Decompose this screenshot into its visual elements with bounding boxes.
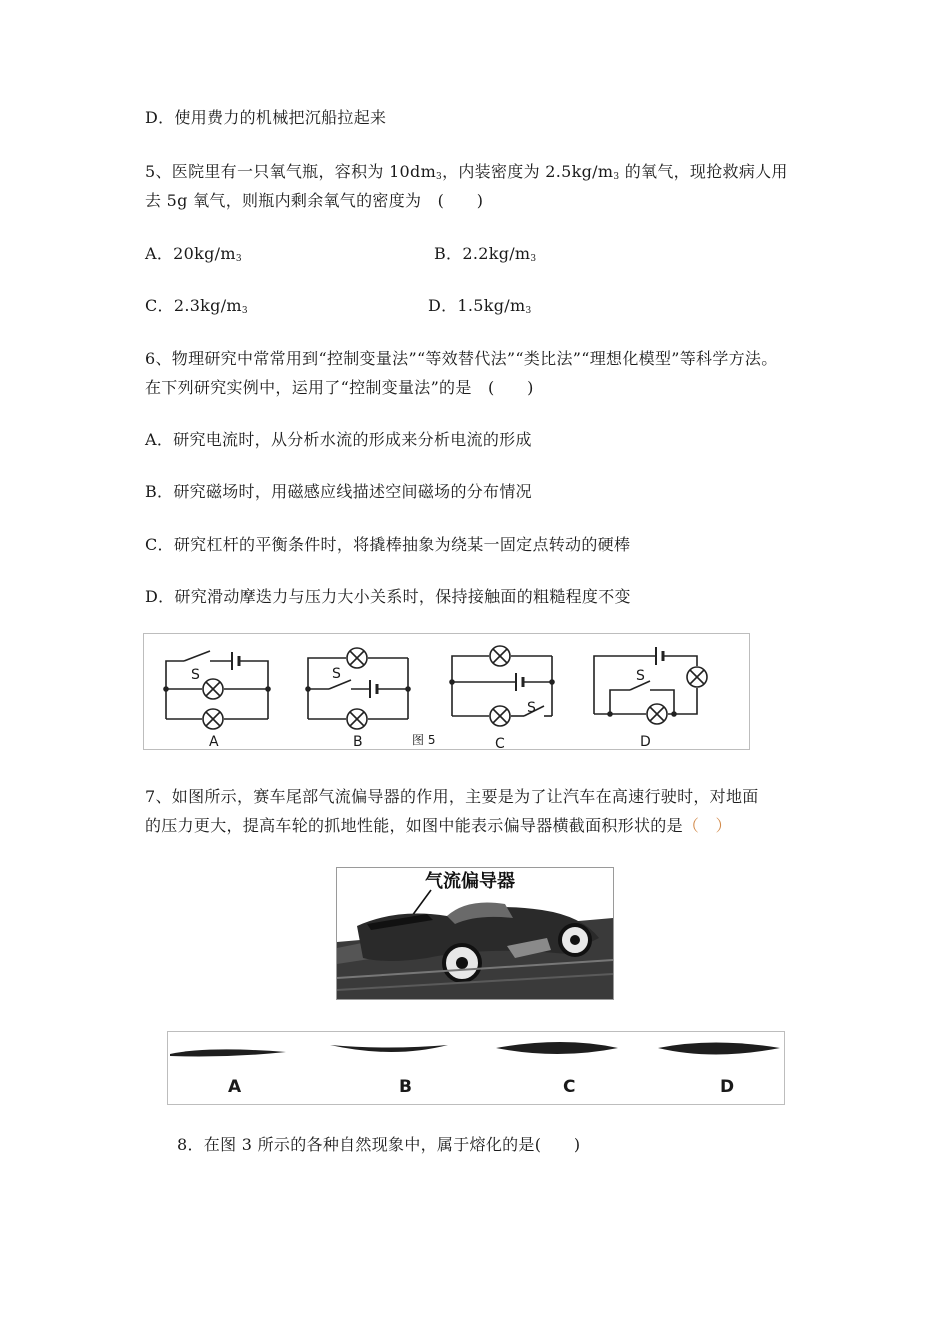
q5-stem-line2: 去 5g 氧气，则瓶内剩余氧气的密度为 ( ): [145, 191, 484, 210]
q7-stem-line1: 7、如图所示，赛车尾部气流偏导器的作用，主要是为了让汽车在高速行驶时，对地面: [145, 787, 759, 806]
q6-option-a: A．研究电流时，从分析水流的形成来分析电流的形成: [145, 430, 532, 449]
circuit-label-a: A: [209, 734, 219, 749]
q5-option-c-sub: 3: [241, 306, 248, 316]
q7-stem-line2: [145, 816, 732, 836]
shape-label-a: A: [228, 1077, 242, 1097]
q5-option-d-sub: 3: [525, 306, 532, 316]
q5-option-a-sub: 3: [235, 254, 242, 264]
q6-option-b: B．研究磁场时，用磁感应线描述空间磁场的分布情况: [145, 482, 532, 501]
q5-stem-pre: 5、医院里有一只氧气瓶，容积为 10dm: [145, 162, 437, 181]
q6-option-d: D．研究滑动摩迭力与压力大小关系时，保持接触面的粗糙程度不变: [145, 587, 631, 606]
race-car-figure: [336, 867, 614, 1000]
circuit-figure: [143, 633, 750, 750]
circuit-label-c: C: [495, 736, 505, 749]
shape-b: [330, 1045, 448, 1052]
q5-option-b: [434, 244, 536, 269]
circuit-label-b: B: [353, 734, 363, 749]
shape-label-b: B: [399, 1077, 412, 1097]
q7-stem-line2-text: 的压力更大，提高车轮的抓地性能，如图中能表示偏导器横截面积形状的是: [145, 816, 683, 835]
spoiler-cross-sections: [168, 1032, 784, 1104]
q5-stem-mid: ，内装密度为 2.5kg/m: [442, 162, 614, 181]
shape-d: [658, 1043, 780, 1055]
figure-caption: 图 5: [412, 733, 436, 747]
q7-answer-paren: （ ）: [682, 816, 732, 835]
circuit-diagrams: [144, 634, 749, 749]
q5-option-c: [145, 296, 248, 321]
q5-option-b-text: B．2.2kg/m: [434, 244, 531, 263]
q5-sub-1: 3: [436, 172, 443, 182]
switch-label-c: S: [527, 700, 536, 716]
q4-option-d: D．使用费力的机械把沉船拉起来: [145, 108, 387, 127]
q5-option-d-text: D．1.5kg/m: [428, 296, 526, 315]
shape-label-d: D: [720, 1077, 735, 1097]
shape-label-c: C: [563, 1077, 576, 1097]
switch-label-a: S: [191, 667, 200, 683]
circuit-a: [164, 651, 270, 729]
circuit-c: [450, 646, 554, 726]
q5-sub-2: 3: [613, 172, 620, 182]
q5-option-c-text: C．2.3kg/m: [145, 296, 242, 315]
q6-option-c: C．研究杠杆的平衡条件时，将撬棒抽象为绕某一固定点转动的硬棒: [145, 535, 631, 554]
spoiler-label: 气流偏导器: [425, 871, 515, 892]
race-car-illustration: [337, 868, 613, 999]
q6-stem-line1: 6、物理研究中常常用到“控制变量法”“等效替代法”“类比法”“理想化模型”等科学方法。: [145, 349, 778, 368]
q5-stem-post: 的氧气，现抢救病人用: [619, 162, 788, 181]
q5-option-a: [145, 244, 242, 269]
shape-c: [496, 1042, 618, 1054]
switch-label-b: S: [332, 666, 341, 682]
circuit-label-d: D: [640, 734, 651, 749]
switch-label-d: S: [636, 668, 645, 684]
q5-option-b-sub: 3: [530, 254, 537, 264]
spoiler-shapes-figure: [167, 1031, 785, 1105]
q5-option-d: [428, 296, 532, 321]
q8-stem: 8．在图 3 所示的各种自然现象中，属于熔化的是( ): [177, 1135, 581, 1154]
q5-option-a-text: A．20kg/m: [145, 244, 236, 263]
circuit-b: [306, 648, 410, 729]
shape-a: [170, 1049, 286, 1056]
q6-stem-line2: 在下列研究实例中，运用了“控制变量法”的是 ( ): [145, 378, 534, 397]
car-silhouette: [337, 903, 613, 1000]
q5-stem-line1: [145, 162, 788, 187]
circuit-d: [594, 647, 707, 724]
